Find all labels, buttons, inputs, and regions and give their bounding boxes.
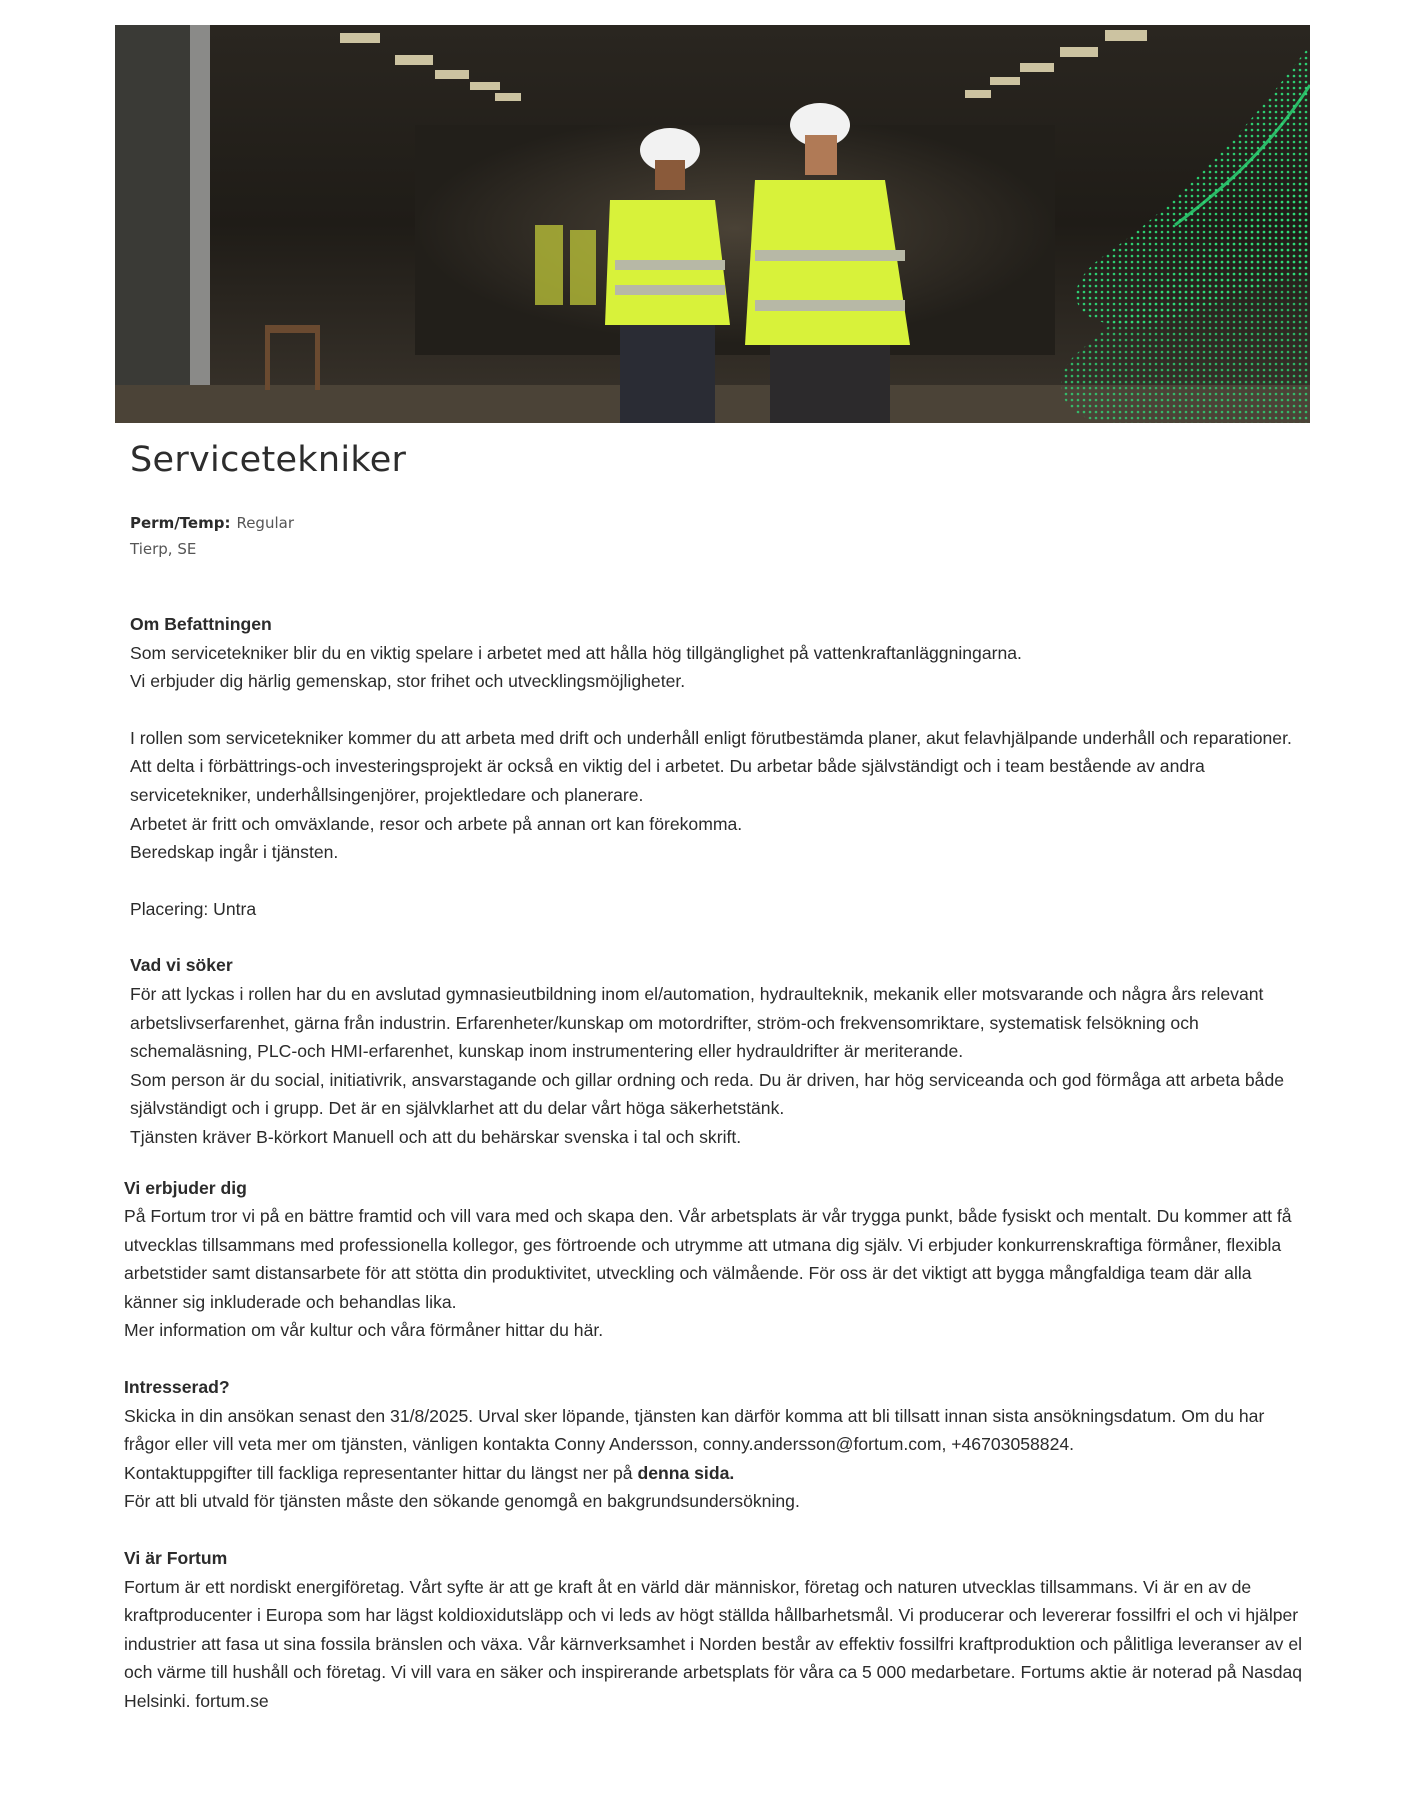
erbjuder-line-2: Mer information om vår kultur och våra förmåner hittar du här. <box>124 1320 604 1341</box>
section-heading-erbjuder: Vi erbjuder dig <box>124 1177 247 1198</box>
hero-image <box>115 25 1310 423</box>
vad-paragraph-1: För att lyckas i rollen har du en avslutad gymnasieutbildning inom el/automation, hydraulteknik, mekanik eller motsvarande och några års relevant arbetslivserfarenhet, gärna från industrin. Erfarenheter/kunskap om motordrifter, ström-och frekvensomriktare, systematisk felsökning och schemaläsning, PLC-och HMI-erfarenhet, kunskap inom instrumentering eller hydrauldrifter är meriterande. <box>130 983 1264 1062</box>
hero-photo-icon <box>115 25 1310 423</box>
job-meta <box>130 510 294 562</box>
intresserad-line-3: För att bli utvald för tjänsten måste den sökande genomgå en bakgrundsundersökning. <box>124 1491 800 1512</box>
job-title: Servicetekniker <box>130 440 407 480</box>
intresserad-paragraph-1: Skicka in din ansökan senast den 31/8/2025. Urval sker löpande, tjänsten kan därför komma att bli tillsatt innan sista ansökningsdatum. Om du har frågor eller vill veta mer om tjänsten, vänligen kontakta Conny Andersson, conny.andersson@fortum.com, +46703058824. <box>124 1405 1265 1455</box>
section-heading-intresserad: Intresserad? <box>124 1377 230 1398</box>
section-heading-vad: Vad vi söker <box>130 955 233 976</box>
perm-temp-label: Perm/Temp: <box>130 514 231 532</box>
fortum-paragraph-1: Fortum är ett nordiskt energiföretag. Vårt syfte är att ge kraft åt en värld där människor, företag och naturen utvecklas tillsammans. Vi är en av de kraftproducenter i Europa som har lägst koldioxidutsläpp och vi leds av högt ställda hållbarhetsmål. Vi producerar och levererar fossilfri el och vi hjälper industrier att fasa ut sina fossila bränslen och växa. Vår kärnverksamhet i Norden består av effektiv fossilfri kraftproduktion och pålitliga leveranser av el och värme till hushåll och företag. Vi vill vara en säker och inspirerande arbetsplats för våra ca 5 000 medarbetare. Fortums aktie är noterad på Nasdaq Helsinki. fortum.se <box>124 1576 1303 1711</box>
erbjuder-paragraph-1: På Fortum tror vi på en bättre framtid och vill vara med och skapa den. Vår arbetsplats är vår trygga punkt, både fysiskt och mentalt. Du kommer att få utvecklas tillsammans med professionella kollegor, ges förtroende och utrymme att utmana dig själv. Vi erbjuder konkurrenskraftiga förmåner, flexibla arbetstider samt distansarbete för att stötta din produktivitet, utveckling och välmående. För oss är det viktigt att bygga mångfaldiga team där alla känner sig inkluderade och behandlas lika. <box>124 1206 1292 1312</box>
denna-sida-link[interactable]: denna sida. <box>637 1462 735 1483</box>
placement: Placering: Untra <box>130 898 257 919</box>
section-heading-om: Om Befattningen <box>130 614 272 634</box>
perm-temp-row <box>130 510 294 536</box>
intresserad-line-2 <box>124 1459 1310 1488</box>
perm-temp-value: Regular <box>236 514 294 532</box>
om-paragraph-2: I rollen som servicetekniker kommer du att arbeta med drift och underhåll enligt förutbestämda planer, akut felavhjälpande underhåll och reparationer. Att delta i förbättrings-och investeringsprojekt är också en viktig del i arbetet. Du arbetar både självständigt och i team bestående av andra servicetekniker, underhållsingenjörer, projektledare och planerare. <box>130 727 1292 805</box>
om-line-3: Arbetet är fritt och omväxlande, resor och arbete på annan ort kan förekomma. <box>130 813 743 834</box>
om-line-2: Vi erbjuder dig härlig gemenskap, stor frihet och utvecklingsmöjligheter. <box>130 671 686 692</box>
job-description <box>124 610 1310 1716</box>
section-heading-fortum: Vi är Fortum <box>124 1548 228 1569</box>
job-location: Tierp, SE <box>130 540 197 558</box>
offer-block <box>124 1174 1310 1716</box>
vad-line-3: Tjänsten kräver B-körkort Manuell och att du behärskar svenska i tal och skrift. <box>130 1126 742 1147</box>
om-line-1: Som servicetekniker blir du en viktig spelare i arbetet med att hålla hög tillgänglighet på vattenkraftanläggningarna. <box>130 642 1022 663</box>
intresserad-line-2-text: Kontaktuppgifter till fackliga representanter hittar du längst ner på <box>124 1462 633 1483</box>
om-line-4: Beredskap ingår i tjänsten. <box>130 842 339 863</box>
vad-paragraph-2: Som person är du social, initiativrik, ansvarstagande och gillar ordning och reda. Du är driven, har hög serviceanda och god förmåga att arbeta både självständigt och i grupp. Det är en självklarhet att du delar vårt höga säkerhetstänk. <box>130 1069 1285 1119</box>
